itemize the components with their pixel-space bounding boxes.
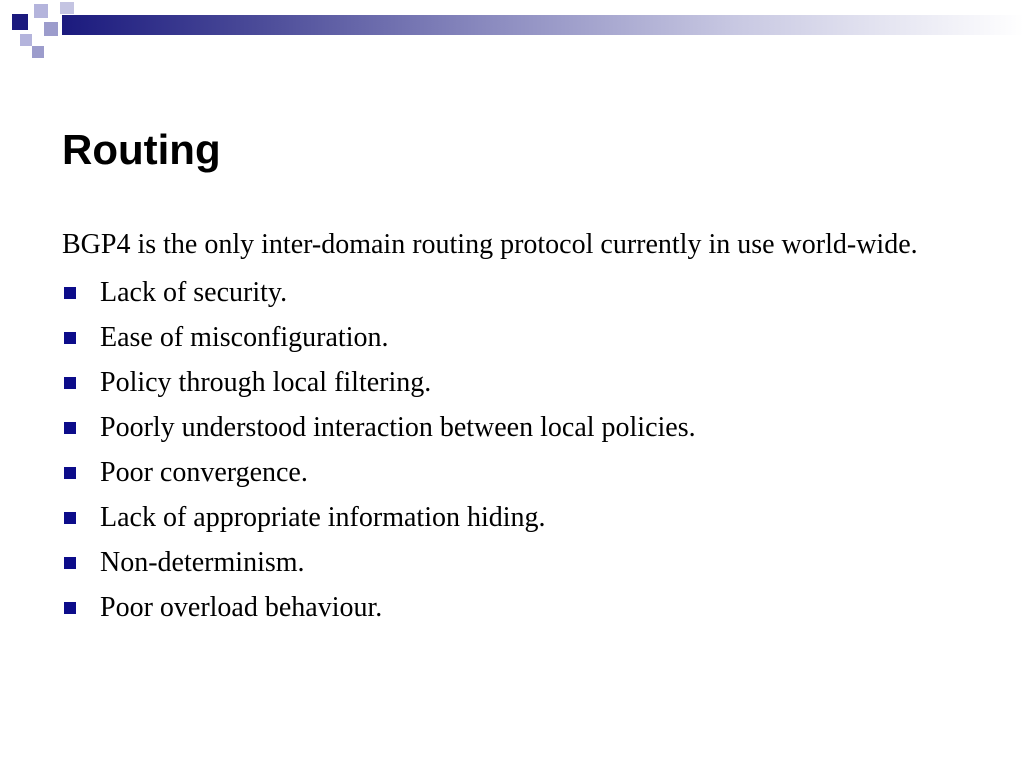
decor-square-icon <box>32 46 44 58</box>
bullet-text: Non-determinism. <box>100 547 305 578</box>
list-item <box>62 495 962 540</box>
list-item <box>62 315 962 360</box>
list-item <box>62 585 962 630</box>
bullet-text: Poorly understood interaction between local policies. <box>100 412 696 443</box>
bullet-text: Lack of appropriate information hiding. <box>100 502 546 533</box>
decor-square-icon <box>60 2 74 14</box>
slide-body <box>62 226 962 630</box>
bullet-list <box>62 270 962 630</box>
list-item <box>62 450 962 495</box>
decor-square-icon <box>44 22 58 36</box>
intro-text: BGP4 is the only inter-domain routing protocol currently in use world-wide. <box>62 229 918 260</box>
list-item <box>62 540 962 585</box>
bullet-text: Poor convergence. <box>100 457 308 488</box>
header-gradient-bar <box>62 15 1024 35</box>
square-bullet-icon <box>64 422 76 434</box>
slide-title: Routing <box>62 126 221 173</box>
square-bullet-icon <box>64 512 76 524</box>
bullet-text: Policy through local filtering. <box>100 367 432 398</box>
square-bullet-icon <box>64 467 76 479</box>
bullet-text: Poor overload behaviour. <box>100 592 383 623</box>
square-bullet-icon <box>64 377 76 389</box>
decor-square-icon <box>12 14 28 30</box>
bullet-text: Lack of security. <box>100 277 288 308</box>
list-item <box>62 270 962 315</box>
list-item <box>62 405 962 450</box>
square-bullet-icon <box>64 332 76 344</box>
bullet-text: Ease of misconfiguration. <box>100 322 389 353</box>
square-bullet-icon <box>64 287 76 299</box>
square-bullet-icon <box>64 602 76 614</box>
list-item <box>62 360 962 405</box>
decor-square-icon <box>20 34 32 46</box>
decor-square-icon <box>34 4 48 18</box>
square-bullet-icon <box>64 557 76 569</box>
header-decoration <box>0 0 1024 70</box>
